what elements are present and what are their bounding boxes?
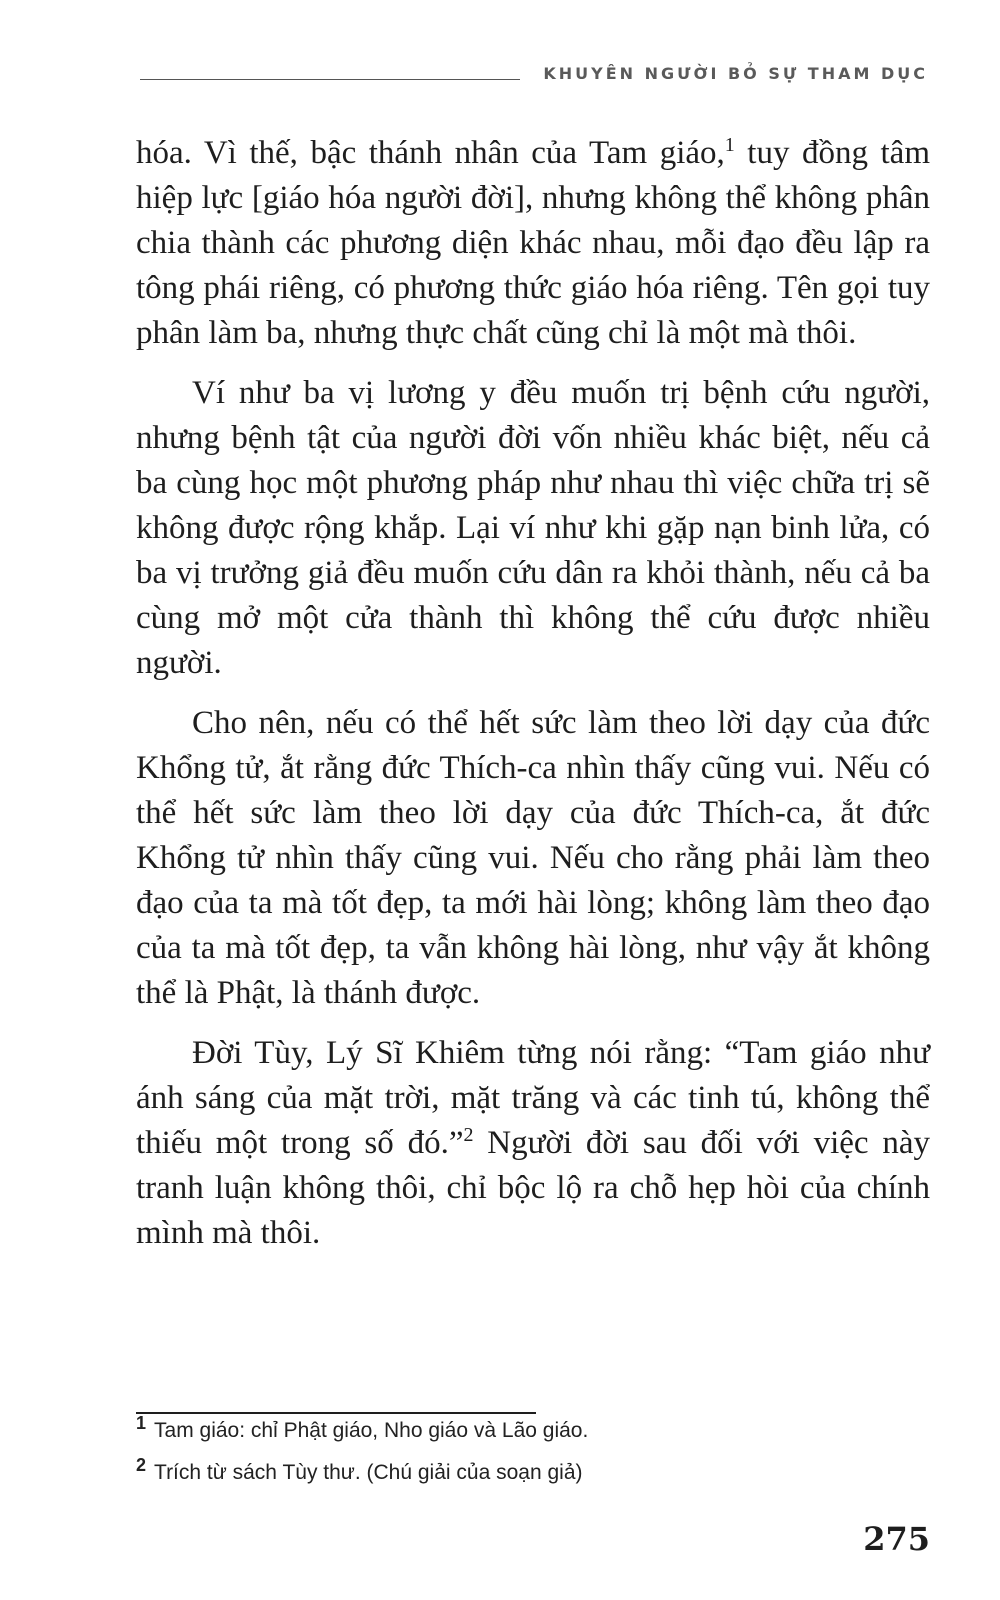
paragraph-1-text-a: hóa. Vì thế, bậc thánh nhân của Tam giáo, [136, 135, 725, 171]
paragraph-4-text-b: Người đời sau đối với việc này tranh luận không thôi, chỉ bộc lộ ra chỗ hẹp hòi của chính mình mà thôi. [136, 1125, 930, 1251]
header-rule [140, 79, 520, 80]
paragraph-4-text-a: Đời Tùy, Lý Sĩ Khiêm từng nói rằng: “Tam giáo như ánh sáng của mặt trời, mặt trăng và các tinh tú, không thể thiếu một trong số đó.” [136, 1035, 930, 1161]
paragraph-4 [136, 1031, 930, 1256]
footnote-ref-2[interactable]: 2 [463, 1124, 474, 1146]
footnote-2-text: Trích từ sách Tùy thư. (Chú giải của soạn giả) [154, 1461, 583, 1484]
paragraph-1 [136, 131, 930, 356]
footnote-1-text: Tam giáo: chỉ Phật giáo, Nho giáo và Lão giáo. [154, 1419, 589, 1442]
page-number: 275 [863, 1520, 930, 1558]
paragraph-3: Cho nên, nếu có thể hết sức làm theo lời dạy của đức Khổng tử, ắt rằng đức Thích-ca nhìn thấy cũng vui. Nếu có thể hết sức làm theo lời dạy của đức Thích-ca, ắt đức Khổng tử nhìn thấy cũng vui. Nếu cho rằng phải làm theo đạo của ta mà tốt đẹp, ta mới hài lòng; không làm theo đạo của ta mà tốt đẹp, ta vẫn không hài lòng, như vậy ắt không thể là Phật, là thánh được. [136, 705, 930, 1011]
footnote-1 [136, 1413, 930, 1446]
paragraph-2: Ví như ba vị lương y đều muốn trị bệnh cứu người, nhưng bệnh tật của người đời vốn nhiều khác biệt, nếu cả ba cùng học một phương pháp như nhau thì việc chữa trị sẽ không được rộng khắp. Lại ví như khi gặp nạn binh lửa, có ba vị trưởng giả đều muốn cứu dân ra khỏi thành, nếu cả ba cùng mở một cửa thành thì không thể cứu được nhiều người. [136, 375, 930, 681]
footnote-1-number: 1 [136, 1413, 147, 1433]
footnote-2 [136, 1455, 930, 1488]
footnote-rule [136, 1412, 536, 1414]
footnote-ref-1[interactable]: 1 [724, 134, 735, 156]
paragraph-1-text-b: tuy đồng tâm hiệp lực [giáo hóa người đời], nhưng không thể không phân chia thành các phương diện khác nhau, mỗi đạo đều lập ra tông phái riêng, có phương thức giáo hóa riêng. Tên gọi tuy phân làm ba, nhưng thực chất cũng chỉ là một mà thôi. [136, 135, 930, 351]
footnote-2-number: 2 [136, 1455, 147, 1475]
running-title: KHUYÊN NGƯỜI BỎ SỰ THAM DỤC [543, 64, 928, 83]
footnotes [136, 1413, 930, 1500]
body-text [136, 131, 930, 1271]
